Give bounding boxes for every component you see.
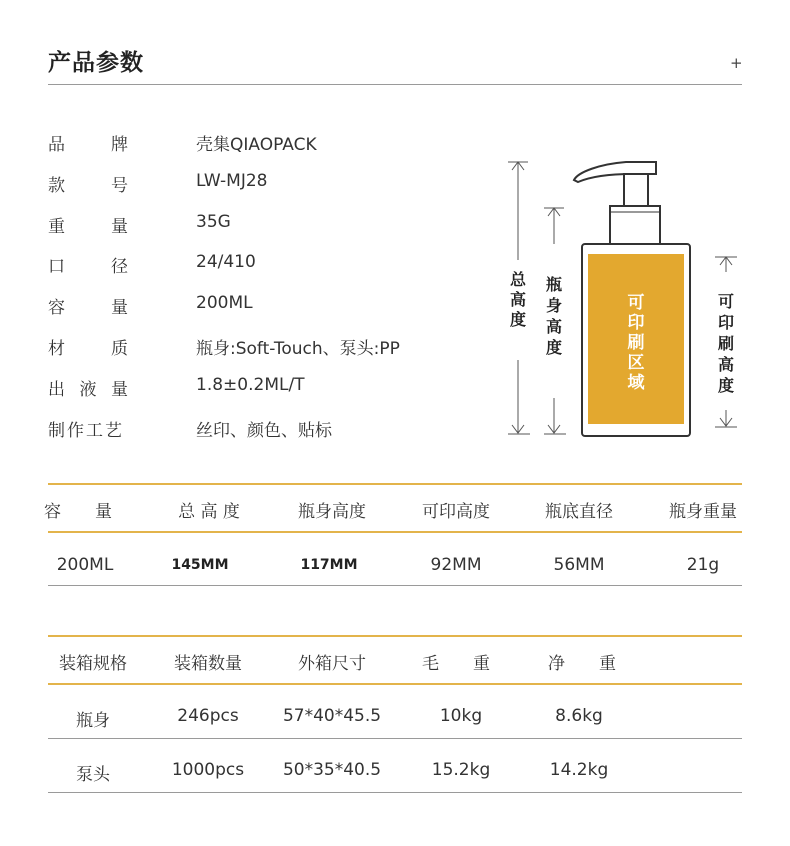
packing-table-header-cell: 外箱尺寸 [298,654,366,674]
spec-label [48,171,128,196]
pump-icon [574,162,660,244]
spec-label-char: 量 [111,380,128,400]
packing-table-cell: 8.6kg [555,706,603,726]
packing-table-header-cell: 净 重 [548,654,616,674]
spec-label [48,212,128,237]
bottle-diagram [500,150,760,450]
size-table-top-rule [48,483,742,485]
spec-row [48,375,468,399]
spec-label-char: 量 [111,217,128,237]
packing-table-bottom-rule [48,792,742,793]
size-table-header-cell: 容 量 [44,502,112,522]
packing-table-cell: 10kg [439,706,483,726]
spec-label-char: 径 [111,257,128,277]
spec-label-char: 工 [86,421,103,441]
spec-label-char: 制 [48,421,65,441]
spec-row [48,293,468,317]
spec-label-char: 艺 [105,421,122,441]
size-table-cell: 200ML [56,555,114,575]
packing-table-cell: 瓶身 [76,711,110,731]
spec-row [48,212,468,236]
spec-row [48,252,468,276]
spec-label [48,334,128,359]
size-table-cell: 56MM [553,555,605,575]
spec-label [48,252,128,277]
packing-table-header-cell: 毛 重 [422,654,490,674]
size-table-bottom-rule [48,585,742,586]
spec-value: LW-MJ28 [196,171,268,191]
spec-value: 瓶身:Soft-Touch、泵头:PP [196,339,400,359]
spec-value: 35G [196,212,231,232]
page-title: 产品参数 [48,50,144,76]
size-table-cell: 145MM [171,557,229,573]
spec-value: 1.8±0.2ML/T [196,375,305,395]
packing-table-cell: 57*40*45.5 [282,706,382,726]
spec-label-char: 款 [48,176,65,196]
spec-label-char: 牌 [111,135,128,155]
spec-label-char: 品 [48,135,65,155]
spec-label-char: 材 [48,339,65,359]
packing-table-cell: 50*35*40.5 [282,760,382,780]
spec-label-char: 出 [48,380,65,400]
size-table-cell: 21g [686,555,720,575]
packing-table-cell: 15.2kg [431,760,491,780]
print-area-label: 可印刷区域 [627,293,645,393]
spec-label-char: 口 [48,257,65,277]
spec-label-char: 作 [67,421,84,441]
spec-value: 200ML [196,293,253,313]
spec-row [48,416,468,440]
packing-table-cell: 246pcs [177,706,239,726]
spec-label-char: 容 [48,298,65,318]
packing-table-top-rule [48,635,742,637]
size-table-header-cell: 瓶身高度 [298,502,366,522]
size-table-cell: 92MM [430,555,482,575]
print-height-label: 可印刷高度 [717,292,735,395]
spec-label [48,416,122,441]
packing-table-header-cell: 装箱规格 [59,654,127,674]
size-table-header-cell: 总 高 度 [178,502,240,522]
spec-label [48,375,128,400]
spec-label-char: 号 [111,176,128,196]
spec-row [48,171,468,195]
size-table-header-cell: 瓶底直径 [545,502,613,522]
spec-value: 丝印、颜色、贴标 [196,421,332,441]
spec-row [48,334,468,358]
size-table-cell: 117MM [300,557,358,573]
size-table-header-cell: 瓶身重量 [669,502,737,522]
packing-table-header-rule [48,683,742,685]
spec-value: 壳集QIAOPACK [196,135,317,155]
expand-icon[interactable]: + [730,54,743,72]
spec-label-char: 重 [48,217,65,237]
spec-label-char: 量 [111,298,128,318]
size-table-header-cell: 可印高度 [422,502,490,522]
body-height-label: 瓶身高度 [545,275,563,357]
total-height-label: 总高度 [509,270,527,329]
spec-row [48,130,468,154]
spec-label-char: 质 [111,339,128,359]
spec-label [48,130,128,155]
packing-table-cell: 1000pcs [171,760,245,780]
packing-row-divider [48,738,742,739]
spec-value: 24/410 [196,252,256,272]
packing-table-cell: 14.2kg [549,760,609,780]
spec-label-char: 液 [79,380,97,400]
size-table-header-rule [48,531,742,533]
spec-label [48,293,128,318]
packing-table-cell: 泵头 [76,765,110,785]
packing-table-header-cell: 装箱数量 [174,654,242,674]
header-divider [48,84,742,85]
